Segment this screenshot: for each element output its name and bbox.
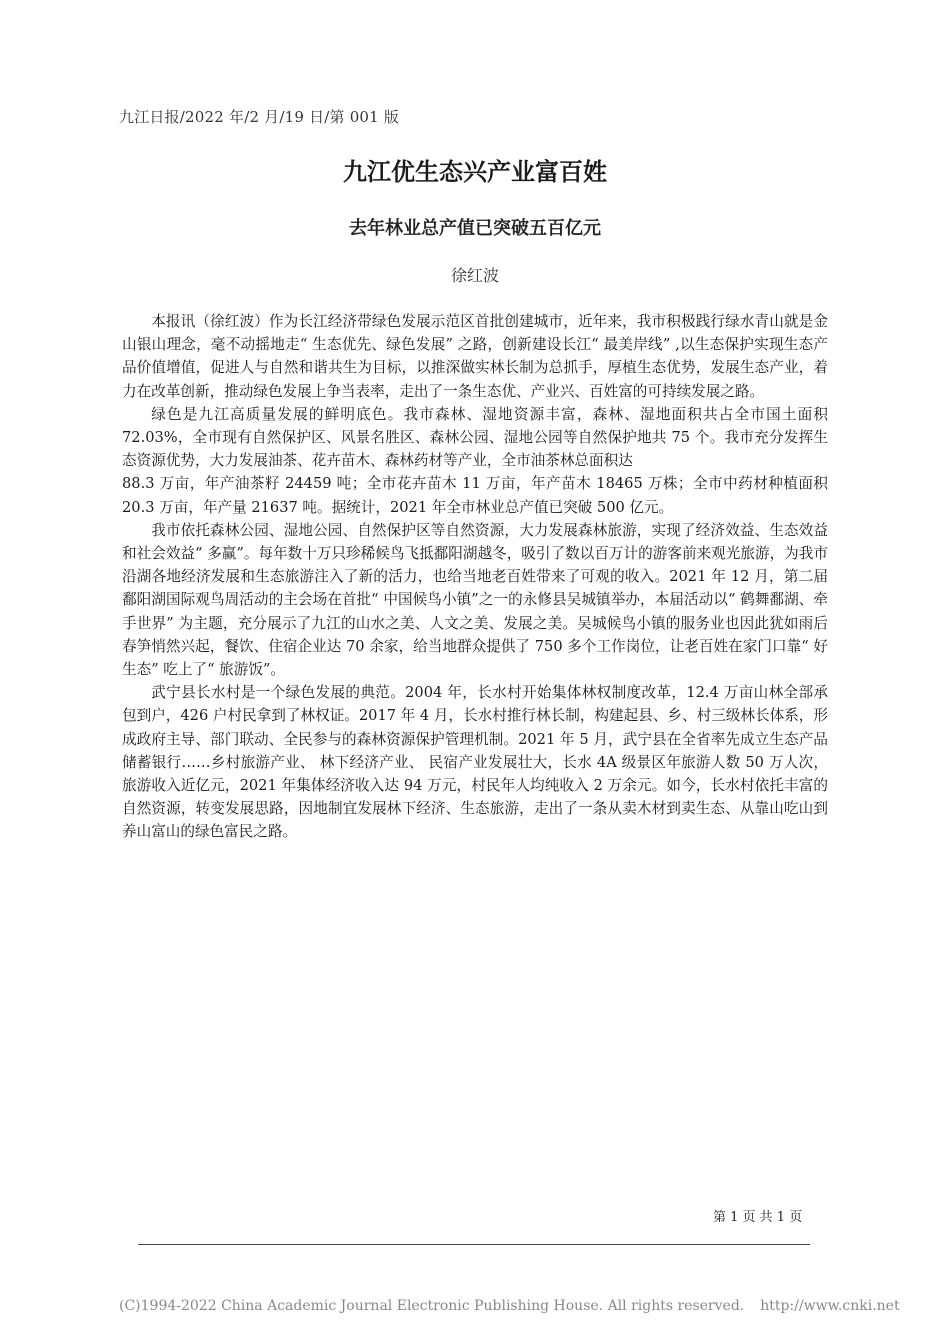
paragraph-intro: 本报讯（徐红波）作为长江经济带绿色发展示范区首批创建城市，近年来，我市积极践行绿水青山就是金山银山理念，毫不动摇地走“ 生态优先、绿色发展” 之路，创新建设长江“ 最美岸线” ,以生态保护实现生态产品价值增值，促进人与自然和谐共生为目标，以推深做实林长制为总抓手，厚植生态优势，发展生态产业，着力在改革创新，推动绿色发展上争当表率，走出了一条生态优、产业兴、百姓富的可持续发展之路。 bbox=[122, 313, 828, 400]
paragraph-forest-tourism: 我市依托森林公园、湿地公园、自然保护区等自然资源，大力发展森林旅游，实现了经济效益、生态效益和社会效益“ 多赢”。每年数十万只珍稀候鸟飞抵鄱阳湖越冬，吸引了数以百万计的游客前来观光旅游，为我市沿湖各地经济发展和生态旅游注入了新的活力，也给当地老百姓带来了可观的收入。2021 年 12 月，第二届鄱阳湖国际观鸟周活动的主会场在首批“ 中国候鸟小镇”之一的永修县吴城镇举办，本届活动以“ 鹤舞鄱湖、牵手世界” 为主题，充分展示了九江的山水之美、人文之美、发展之美。吴城候鸟小镇的服务业也因此犹如雨后春笋悄然兴起，餐饮、住宿企业达 70 余家，给当地群众提供了 750 多个工作岗位，让老百姓在家门口靠“ 好生态” 吃上了“ 旅游饭”。 bbox=[122, 521, 828, 679]
publication-source: 九江日报/2022 年/2 月/19 日/第 001 版 bbox=[119, 108, 400, 126]
article-body bbox=[122, 310, 828, 844]
paragraph-forestry-output: 88.3 万亩，年产油茶籽 24459 吨；全市花卉苗木 11 万亩，年产苗木 18465 万株；全市中药材种植面积 20.3 万亩，年产量 21637 吨。据统计，2021 年全市林业总产值已突破 500 亿元。 bbox=[122, 475, 828, 516]
copyright-text: (C)1994-2022 China Academic Journal Electronic Publishing House. All rights reserved. bbox=[119, 1298, 745, 1314]
article-author: 徐红波 bbox=[450, 266, 499, 285]
article-title: 九江优生态兴产业富百姓 bbox=[343, 158, 607, 186]
cnki-url[interactable]: http://www.cnki.net bbox=[760, 1298, 900, 1314]
paragraph-changshui-village: 武宁县长水村是一个绿色发展的典范。2004 年，长水村开始集体林权制度改革，12.4 万亩山林全部承包到户，426 户村民拿到了林权证。2017 年 4 月，长水村推行林长制，构建起县、乡、村三级林长体系，形成政府主导、部门联动、全民参与的森林资源保护管理机制。2021 年 5 月，武宁县在全省率先成立生态产品储蓄银行……乡村旅游产业、 林下经济产业、 民宿产业发展壮大，长水 4A 级景区年旅游人数 50 万人次，旅游收入近亿元，2021 年集体经济收入达 94 万元，村民年人均纯收入 2 万余元。如今，长水村依托丰富的自然资源，转变发展思路，因地制宜发展林下经济、生态旅游，走出了一条从卖木材到卖生态、从靠山吃山到养山富山的绿色富民之路。 bbox=[122, 684, 828, 841]
copyright-line bbox=[119, 1298, 900, 1314]
paragraph-green-base: 绿色是九江高质量发展的鲜明底色。我市森林、湿地资源丰富，森林、湿地面积共占全市国土面积 72.03%，全市现有自然保护区、风景名胜区、森林公园、湿地公园等自然保护地共 75 个。我市充分发挥生态资源优势，大力发展油茶、花卉苗木、森林药材等产业，全市油茶林总面积达 bbox=[122, 405, 828, 470]
footer-divider bbox=[138, 1244, 810, 1245]
article-subtitle: 去年林业总产值已突破五百亿元 bbox=[349, 218, 601, 239]
page-indicator: 第 1 页 共 1 页 bbox=[713, 1210, 803, 1225]
